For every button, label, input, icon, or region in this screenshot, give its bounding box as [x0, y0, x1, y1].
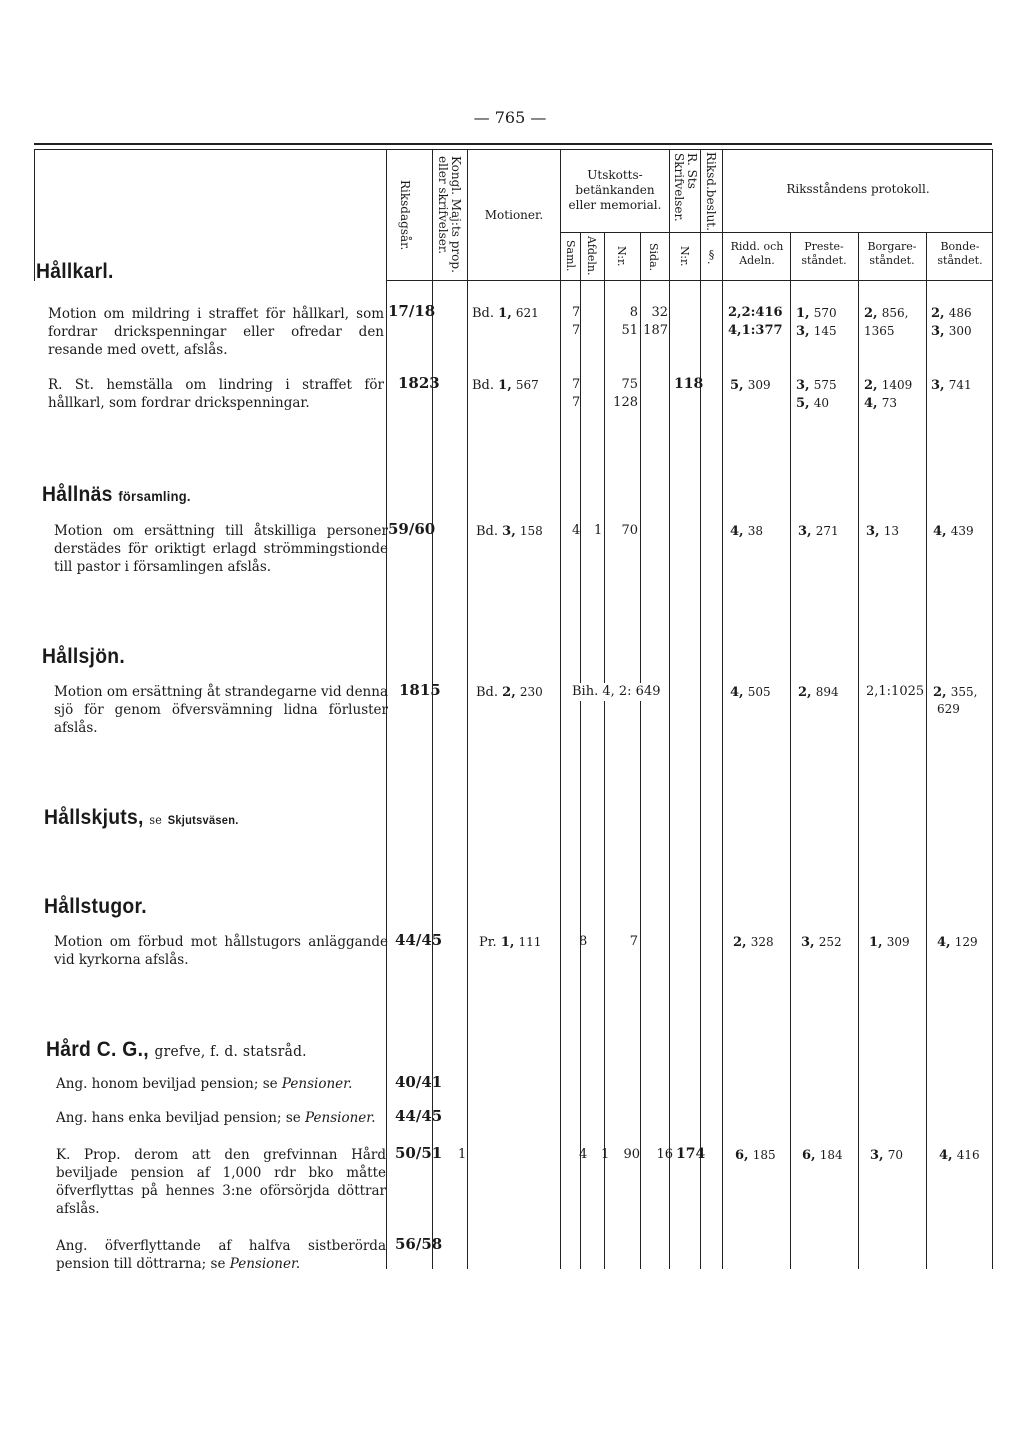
afdeln-value: 1 [594, 523, 603, 538]
ridd-value: 4, 505 [730, 685, 771, 700]
entry-description: K. Prop. derom att den grefvinnan Hård beviljade pension af 1,000 rdr bko måtte öfverflyttas på hennes 3:ne oförsörjda döttrar afslås. [56, 1147, 386, 1217]
preste-value: 6, 184 [802, 1148, 843, 1163]
bonde-value: 3, 300 [931, 324, 972, 339]
header-nr: N:r. [615, 246, 628, 267]
borgare-value: 2, 1409 [864, 378, 913, 393]
section-title-hallkarl: Hållkarl. [36, 260, 114, 283]
sida-value: 32 [651, 305, 668, 320]
bonde-value: 2, 355, [933, 685, 978, 700]
borgare-value: 4, 73 [864, 396, 897, 411]
section-title-hard: Hård C. G., grefve, f. d. statsråd. [46, 1038, 307, 1061]
entry-year: 17/18 [388, 302, 436, 320]
kongl-value: 1 [458, 1147, 467, 1162]
entry-year: 50/51 [395, 1144, 443, 1162]
header-subdivider [560, 232, 722, 233]
preste-value: 3, 271 [798, 524, 839, 539]
entry-description: Motion om ersättning till åtskilliga personer derstädes för oriktigt erlagd strömmingstionde till pastor i församlingen afslås. [54, 523, 388, 575]
entry-year: 1823 [398, 374, 440, 392]
entry-description: Ang. hans enka beviljad pension; se Pensioner. [56, 1110, 376, 1126]
ridd-value: 5, 309 [730, 378, 771, 393]
ridd-value: 2,2:416 [728, 305, 783, 320]
section-title-hallstugor: Hållstugor. [44, 895, 147, 918]
header-riksd-beslut: Riksd.beslut. [704, 152, 718, 231]
entry-year: 59/60 [388, 520, 436, 538]
entry-description: Motion om förbud mot hållstugors anläggande vid kyrkorna afslås. [54, 934, 388, 968]
borgare-value: 2, 856, [864, 306, 909, 321]
sida-value: 16 [656, 1147, 673, 1162]
bonde-value: 629 [937, 702, 960, 716]
motion-ref: Bd. 3, 158 [476, 524, 543, 539]
header-riksdagsar: Riksdagsår. [398, 180, 412, 251]
header-saml: Saml. [564, 240, 577, 272]
header-sida: Sida. [647, 243, 660, 272]
rsts-nr-value: 174 [676, 1146, 706, 1162]
saml-value: 7 [572, 395, 581, 410]
bonde-value: 4, 416 [939, 1148, 980, 1163]
header-preste: Preste- ståndet. [801, 240, 847, 267]
motion-ref: Bd. 1, 621 [472, 306, 539, 321]
section-title-hallskjuts: Hållskjuts, se Skjutsväsen. [44, 806, 239, 829]
bonde-value: 4, 439 [933, 524, 974, 539]
col-line [560, 149, 561, 1269]
bihang-ref: Bih. 4, 2: 649 [572, 684, 661, 699]
nr-value: 7 [629, 934, 638, 949]
nr-value: 90 [623, 1147, 640, 1162]
section-title-hallsjon: Hållsjön. [42, 645, 126, 668]
header-bottom-line [386, 280, 992, 281]
rsts-nr-value: 118 [674, 376, 704, 392]
ridd-value: 6, 185 [735, 1148, 776, 1163]
ridd-value: 2, 328 [733, 935, 774, 950]
header-kongl: Kongl. Maj:ts prop. eller skrifvelser. [436, 156, 463, 273]
preste-value: 3, 252 [801, 935, 842, 950]
entry-year: 44/45 [395, 931, 443, 949]
motion-ref: Bd. 1, 567 [472, 378, 539, 393]
col-line [722, 149, 723, 1269]
sida-value: 187 [643, 323, 668, 338]
col-line [858, 232, 859, 1269]
header-borgare: Borgare- ståndet. [867, 240, 917, 267]
entry-description: Ang. honom beviljad pension; se Pensioner. [56, 1076, 353, 1092]
header-subdivider [722, 232, 992, 233]
saml-value: 7 [572, 323, 581, 338]
motion-ref: Pr. 1, 111 [479, 935, 542, 950]
ridd-value: 4,1:377 [728, 323, 783, 338]
entry-description: Motion om ersättning åt strandegarne vid denna sjö för genom öfversvämning lidna förluster afslås. [54, 684, 388, 736]
borgare-value: 3, 70 [870, 1148, 903, 1163]
borgare-value: 1365 [864, 324, 895, 338]
col-line [467, 149, 468, 1269]
bonde-value: 2, 486 [931, 306, 972, 321]
entry-year: 44/45 [395, 1107, 443, 1125]
nr-value: 51 [621, 323, 638, 338]
saml-value: 4 [572, 523, 581, 538]
saml-value: 8 [579, 934, 588, 949]
preste-value: 2, 894 [798, 685, 839, 700]
col-line [992, 149, 993, 1269]
col-line [669, 149, 670, 1269]
entry-description: Ang. öfverflyttande af halfva sistberörda pension till döttrarna; se Pensioner. [56, 1238, 386, 1272]
saml-value: 7 [572, 377, 581, 392]
header-paragraph: §. [705, 248, 718, 265]
header-motioner: Motioner. [484, 208, 544, 222]
entry-year: 56/58 [395, 1235, 443, 1253]
entry-year: 1815 [399, 681, 441, 699]
borgare-value: 2,1:1025 [866, 684, 925, 699]
top-rule-thin [34, 149, 992, 150]
top-rule-thick [34, 143, 992, 145]
bonde-value: 4, 129 [937, 935, 978, 950]
col-line [790, 232, 791, 1269]
preste-value: 5, 40 [796, 396, 829, 411]
header-afdeln: Afdeln. [585, 236, 598, 276]
nr-value: 8 [629, 305, 638, 320]
preste-value: 3, 575 [796, 378, 837, 393]
col-line [34, 149, 35, 281]
motion-ref: Bd. 2, 230 [476, 685, 543, 700]
nr-value: 70 [621, 523, 638, 538]
col-line [640, 232, 641, 1269]
ridd-value: 4, 38 [730, 524, 763, 539]
header-rsts: R. Sts Skrifvelser. [672, 153, 699, 222]
borgare-value: 1, 309 [869, 935, 910, 950]
header-ridd: Ridd. och Adeln. [730, 240, 784, 267]
saml-value: 4 [579, 1147, 588, 1162]
header-bonde: Bonde- ståndet. [937, 240, 983, 267]
preste-value: 1, 570 [796, 306, 837, 321]
saml-value: 7 [572, 305, 581, 320]
page-number: — 765 — [473, 108, 547, 127]
entry-year: 40/41 [395, 1073, 443, 1091]
borgare-value: 3, 13 [866, 524, 899, 539]
section-title-hallnas: Hållnäs församling. [42, 483, 191, 506]
col-line [700, 149, 701, 1269]
nr-value: 75 [621, 377, 638, 392]
afdeln-value: 1 [601, 1147, 610, 1162]
entry-description: R. St. hemställa om lindring i straffet för hållkarl, som fordrar drickspenningar. [48, 377, 384, 411]
header-protokoll: Riksståndens protokoll. [786, 182, 930, 196]
entry-description: Motion om mildring i straffet för hållkarl, som fordrar drickspenningar eller ofredar den resande med ovett, afslås. [48, 306, 384, 358]
header-rsts-nr: N:r. [678, 246, 691, 267]
col-line [926, 232, 927, 1269]
header-utskotts: Utskotts- betänkanden eller memorial. [568, 168, 662, 212]
preste-value: 3, 145 [796, 324, 837, 339]
nr-value: 128 [613, 395, 638, 410]
bonde-value: 3, 741 [931, 378, 972, 393]
